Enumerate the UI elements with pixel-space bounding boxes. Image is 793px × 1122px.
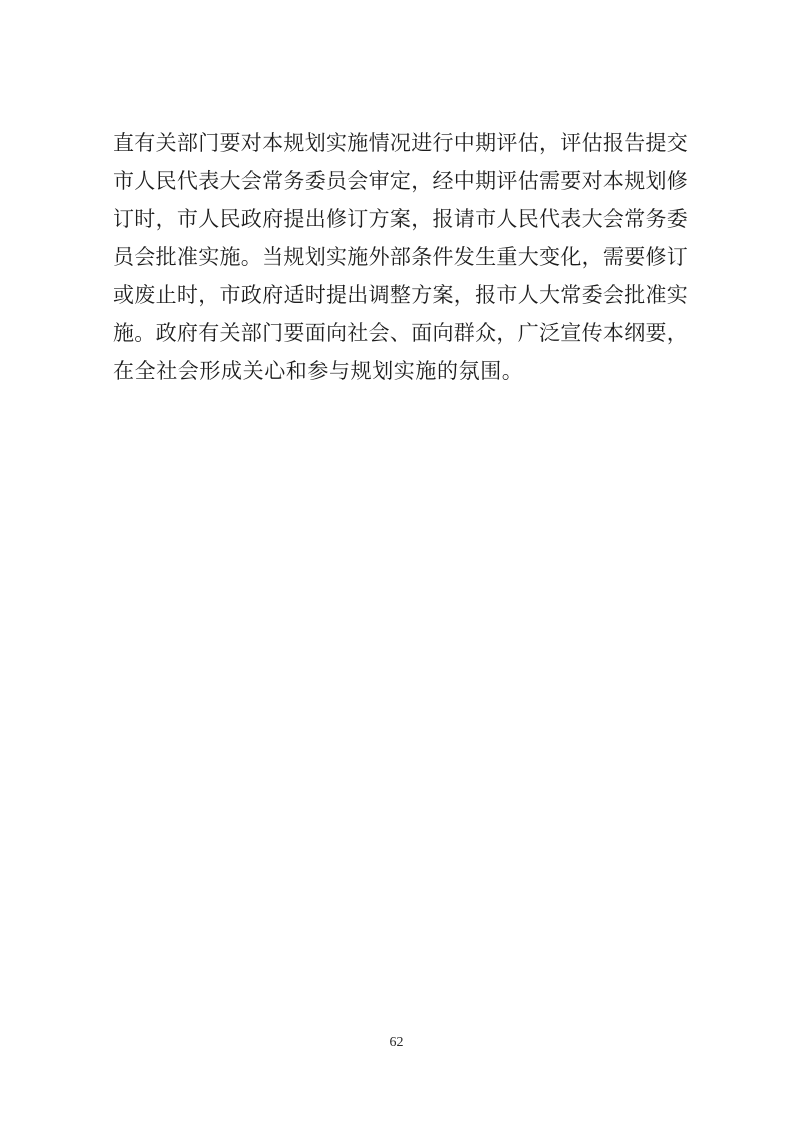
paragraph-line: 员会批准实施。当规划实施外部条件发生重大变化，需要修订 [113,245,689,269]
paragraph-line: 直有关部门要对本规划实施情况进行中期评估，评估报告提交 [113,131,689,155]
body-paragraph [113,124,688,390]
paragraph-line: 或废止时，市政府适时提出调整方案，报市人大常委会批准实 [113,283,689,307]
page-number: 62 [389,1035,404,1050]
paragraph-line: 市人民代表大会常务委员会审定，经中期评估需要对本规划修 [113,169,689,193]
paragraph-line: 订时，市人民政府提出修订方案，报请市人民代表大会常务委 [113,207,689,231]
paragraph-line: 施。政府有关部门要面向社会、面向群众，广泛宣传本纲要， [113,321,689,345]
paragraph-line: 在全社会形成关心和参与规划实施的氛围。 [113,359,524,383]
